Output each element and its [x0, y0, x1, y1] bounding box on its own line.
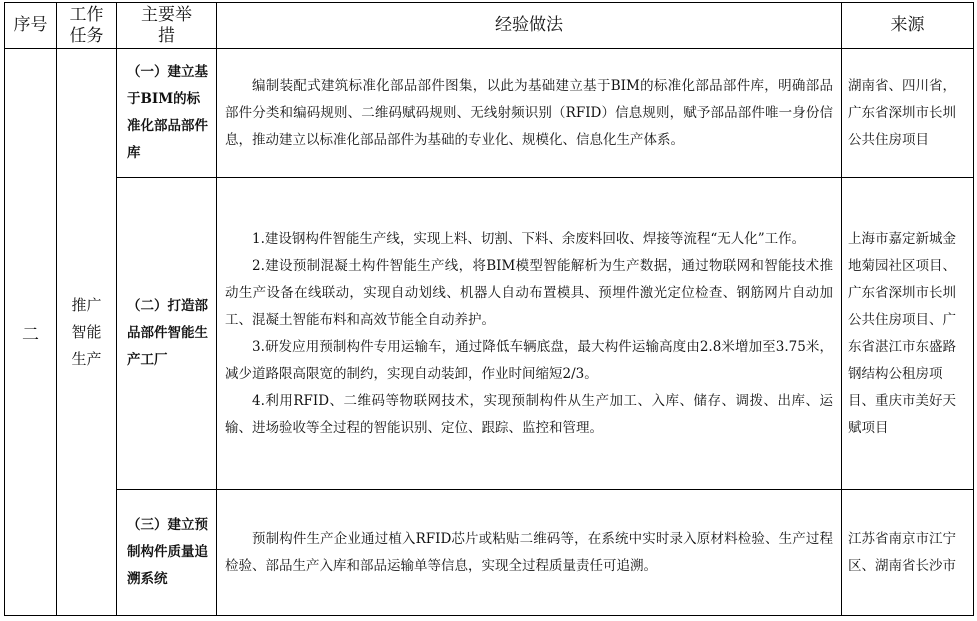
experience-paragraph: 3.研发应用预制构件专用运输车，通过降低车辆底盘，最大构件运输高度由2.8米增加至3.75米，减少道路限高限宽的制约，实现自动装卸，作业时间缩短2/3。 [225, 338, 833, 382]
table-row [5, 490, 974, 616]
experience-cell [217, 490, 842, 616]
table-row [5, 178, 974, 490]
experience-paragraph: 1.建设钢构件智能生产线，实现上料、切割、下料、余废料回收、焊接等流程“无人化”工作。 [252, 230, 806, 247]
header-experience: 经验做法 [217, 3, 842, 49]
experience-paragraph: 4.利用RFID、二维码等物联网技术，实现预制构件从生产加工、入库、储存、调拨、出库、运输、进场验收等全过程的智能识别、定位、跟踪、监控和管理。 [225, 392, 833, 436]
source-cell: 上海市嘉定新城金地菊园社区项目、广东省深圳市长圳公共住房项目、广东省湛江市东盛路钢结构公租房项目、重庆市美好天赋项目 [842, 178, 974, 490]
measure-title: （三）建立预制构件质量追溯系统 [117, 490, 217, 616]
source-cell: 湖南省、四川省，广东省深圳市长圳公共住房项目 [842, 49, 974, 178]
row-number: 二 [5, 49, 57, 616]
practice-table [4, 2, 974, 616]
header-no: 序号 [5, 3, 57, 49]
source-cell: 江苏省南京市江宁区、湖南省长沙市 [842, 490, 974, 616]
header-source: 来源 [842, 3, 974, 49]
experience-cell [217, 49, 842, 178]
experience-cell [217, 178, 842, 490]
experience-paragraph: 预制构件生产企业通过植入RFID芯片或粘贴二维码等，在系统中实时录入原材料检验、生产过程检验、部品生产入库和部品运输单等信息，实现全过程质量责任可追溯。 [225, 530, 833, 574]
table-row [5, 49, 974, 178]
measure-title: （二）打造部品部件智能生产工厂 [117, 178, 217, 490]
header-row [5, 3, 974, 49]
header-measure: 主要举措 [117, 3, 217, 49]
experience-paragraph: 2.建设预制混凝土构件智能生产线，将BIM模型智能解析为生产数据，通过物联网和智能技术推动生产设备在线联动，实现自动划线、机器人自动布置模具、预埋件激光定位检查、钢筋网片自动加工、混凝土智能布料和高效节能全自动养护。 [225, 257, 833, 328]
header-task: 工作任务 [57, 3, 117, 49]
measure-title: （一）建立基于BIM的标准化部品部件库 [117, 49, 217, 178]
work-task: 推广智能生产 [57, 49, 117, 616]
experience-paragraph: 编制装配式建筑标准化部品部件图集，以此为基础建立基于BIM的标准化部品部件库，明确部品部件分类和编码规则、二维码赋码规则、无线射频识别（RFID）信息规则，赋予部品部件唯一身份信息，推动建立以标准化部品部件为基础的专业化、规模化、信息化生产体系。 [225, 77, 833, 148]
